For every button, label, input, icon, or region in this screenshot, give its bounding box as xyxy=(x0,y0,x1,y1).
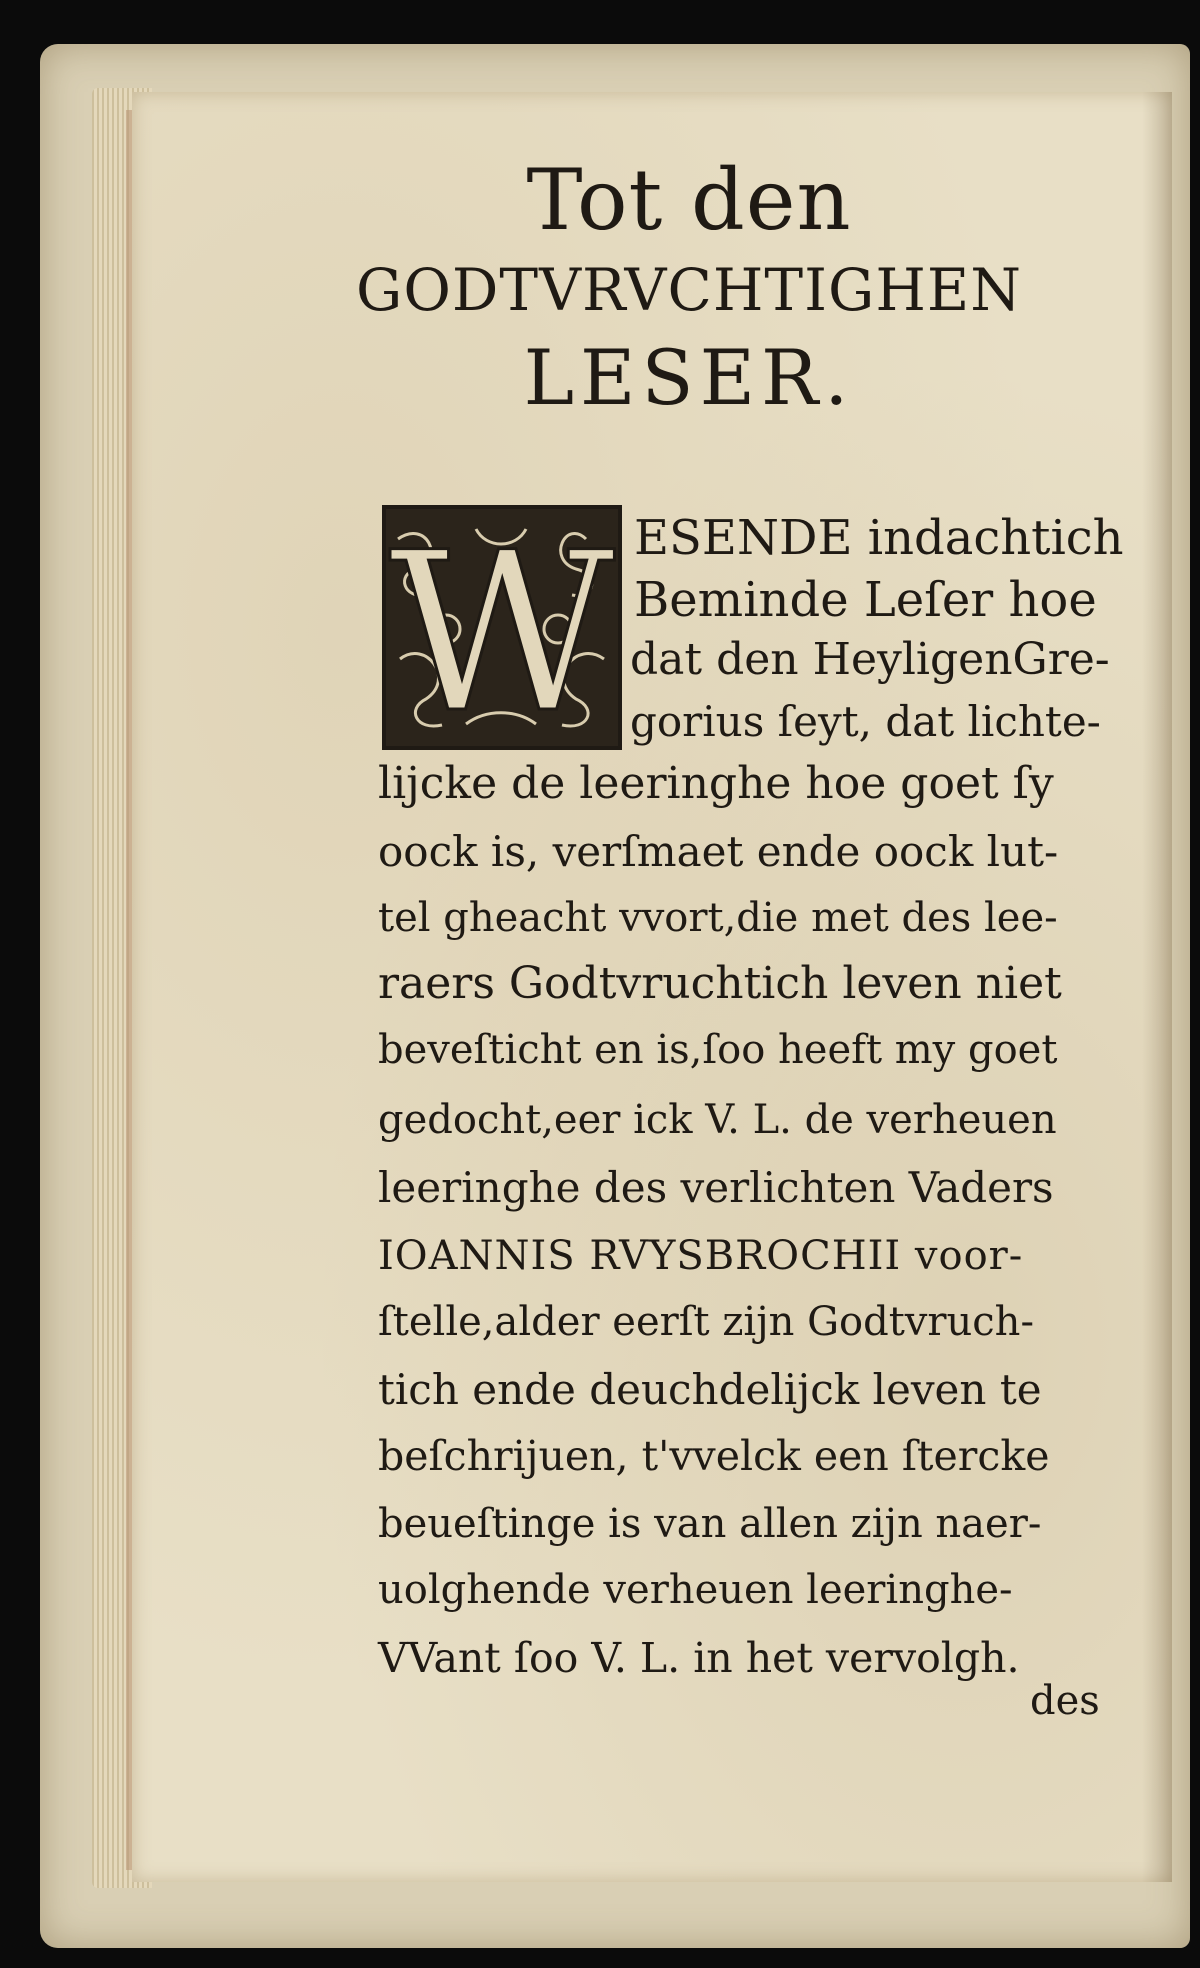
text-line-3: dat den HeyligenGre- xyxy=(630,634,1110,685)
heading-line-3: LESER. xyxy=(523,333,855,422)
text-line-11: leeringhe des verlichten Vaders xyxy=(378,1163,1054,1212)
text-line-1: ESENDE indachtich xyxy=(634,510,1124,566)
text-line-17: uolghende verheuen leeringhe- xyxy=(378,1567,1013,1613)
initial-letter: W xyxy=(388,509,616,746)
heading-line-2: GODTVRVCHTIGHEN xyxy=(356,256,1022,324)
text-line-13: ſtelle,alder eerſt zijn Godtvruch- xyxy=(378,1299,1034,1345)
gutter-shadow xyxy=(1142,92,1172,1882)
text-line-4: gorius ſeyt, dat lichte- xyxy=(630,697,1101,746)
decorated-initial xyxy=(382,505,622,750)
text-line-2: Beminde Leſer hoe xyxy=(634,572,1097,628)
catchword: des xyxy=(1030,1678,1100,1724)
text-line-6: oock is, verſmaet ende oock lut- xyxy=(378,827,1059,876)
text-line-18: VVant ſoo V. L. in het vervolgh. xyxy=(378,1634,1020,1682)
text-line-10: gedocht,eer ick V. L. de verheuen xyxy=(378,1097,1057,1143)
text-line-15: beſchrijuen, t'vvelck een ſtercke xyxy=(378,1432,1050,1480)
text-line-5: lijcke de leeringhe hoe goet ſy xyxy=(378,758,1054,809)
text-line-16: beueſtinge is van allen zijn naer- xyxy=(378,1501,1042,1547)
text-line-14: tich ende deuchdelijck leven te xyxy=(378,1365,1042,1414)
initial-ornament-icon xyxy=(386,509,618,746)
heading-line-1: Tot den xyxy=(526,151,852,249)
text-line-7: tel gheacht vvort,die met des lee- xyxy=(378,895,1058,941)
text-line-12: IOANNIS RVYSBROCHII voor- xyxy=(378,1233,1024,1279)
text-line-9: beveſticht en is,ſoo heeft my goet xyxy=(378,1027,1058,1073)
text-line-8: raers Godtvruchtich leven niet xyxy=(378,958,1062,1009)
